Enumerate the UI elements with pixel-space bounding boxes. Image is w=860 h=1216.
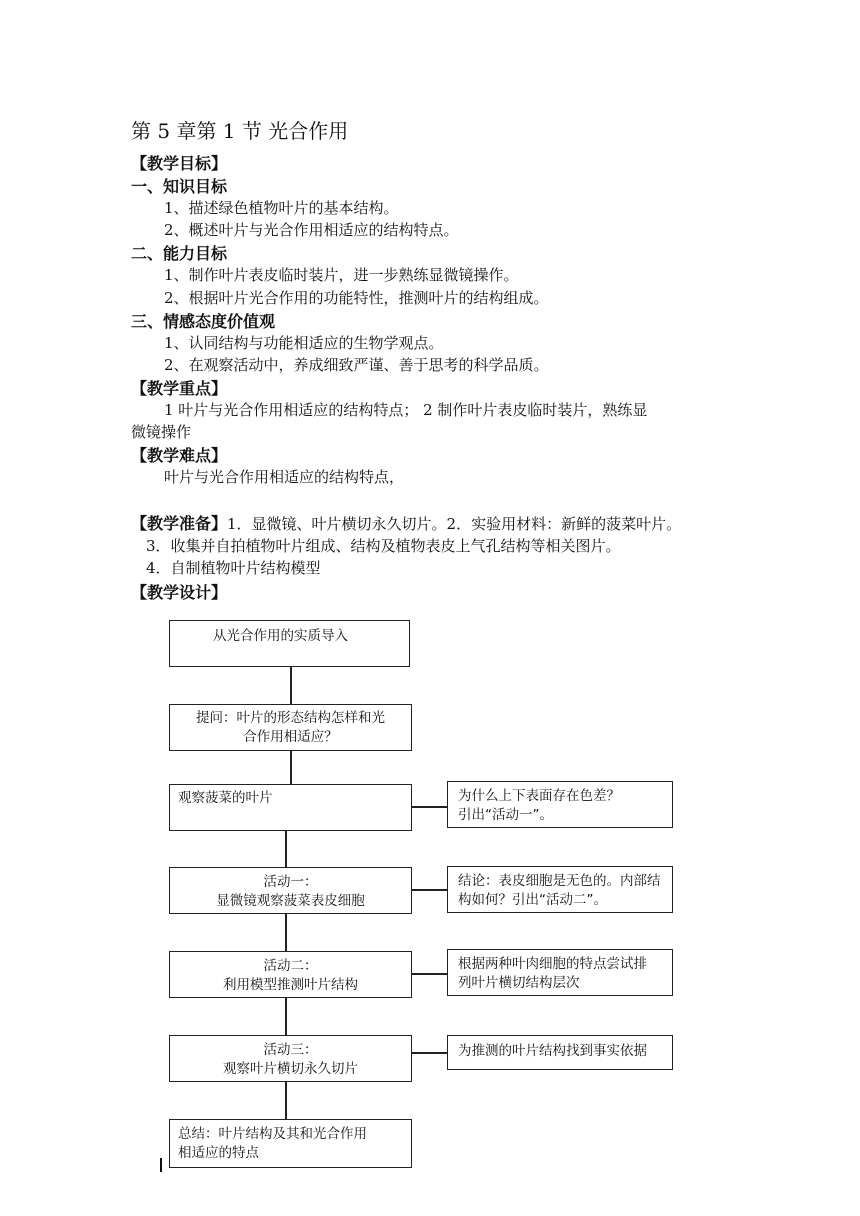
flow-note — [447, 1035, 673, 1070]
ability-item: 1、制作叶片表皮临时装片，进一步熟练显微镜操作。 — [164, 266, 519, 284]
flow-step-text: 从光合作用的实质导入 — [213, 628, 348, 644]
note-connector — [412, 973, 448, 975]
flow-connector — [290, 750, 292, 784]
flow-step-question — [169, 704, 412, 751]
key-points-line: 微镜操作 — [131, 423, 192, 441]
flow-step-text: 观察菠菜的叶片 — [178, 790, 273, 806]
flow-connector — [290, 666, 292, 704]
note-connector — [412, 889, 448, 891]
knowledge-item: 2、概述叶片与光合作用相适应的结构特点。 — [164, 221, 459, 239]
flow-connector — [285, 1081, 287, 1119]
flow-step-text: 相适应的特点 — [178, 1145, 259, 1161]
flow-note-text: 结论：表皮细胞是无色的。内部结 — [458, 873, 661, 889]
note-connector — [412, 806, 448, 808]
flow-note-text: 引出“活动一”。 — [458, 807, 553, 823]
goals-heading: 【教学目标】 — [131, 154, 228, 173]
flow-connector — [285, 830, 287, 868]
page-title: 第 5 章第 1 节 光合作用 — [131, 119, 349, 143]
text-cursor — [160, 1158, 162, 1172]
flow-step-activity-2 — [169, 951, 412, 998]
preparation-line: 4．自制植物叶片结构模型 — [146, 559, 321, 577]
preparation-line: 3．收集并自拍植物叶片组成、结构及植物表皮上气孔结构等相关图片。 — [146, 537, 621, 555]
flow-step-text: 观察叶片横切永久切片 — [223, 1061, 358, 1077]
key-points-heading: 【教学重点】 — [131, 379, 228, 398]
knowledge-heading: 一、知识目标 — [131, 177, 228, 196]
flow-step-activity-1 — [169, 867, 412, 914]
flow-note — [447, 949, 673, 996]
preparation-text: 1．显微镜、叶片横切永久切片。2．实验用材料：新鲜的菠菜叶片。 — [227, 515, 682, 533]
flow-note-text: 为推测的叶片结构找到事实依据 — [458, 1043, 647, 1059]
flow-step-text: 提问：叶片的形态结构怎样和光 — [196, 710, 385, 726]
preparation-line — [131, 511, 681, 534]
flow-step-observe — [169, 784, 412, 831]
flow-step-text: 显微镜观察菠菜表皮细胞 — [216, 893, 365, 909]
flow-step-text: 总结：叶片结构及其和光合作用 — [178, 1126, 367, 1142]
difficulty-heading: 【教学难点】 — [131, 446, 228, 465]
difficulty-text: 叶片与光合作用相适应的结构特点， — [164, 468, 405, 486]
ability-item: 2、根据叶片光合作用的功能特性，推测叶片的结构组成。 — [164, 289, 549, 307]
preparation-heading: 【教学准备】 — [131, 514, 228, 533]
design-heading: 【教学设计】 — [131, 583, 228, 602]
flow-step-text: 活动三： — [263, 1042, 318, 1058]
note-connector — [412, 1052, 448, 1054]
flow-connector — [285, 913, 287, 951]
flow-connector — [285, 997, 287, 1035]
emotion-item: 1、认同结构与功能相适应的生物学观点。 — [164, 334, 444, 352]
flow-note-text: 根据两种叶肉细胞的特点尝试排 — [458, 956, 647, 972]
flow-note-text: 为什么上下表面存在色差？ — [458, 788, 620, 804]
flow-step-activity-3 — [169, 1035, 412, 1082]
flow-note — [447, 866, 673, 913]
flow-note — [447, 781, 673, 828]
key-points-line: 1 叶片与光合作用相适应的结构特点； 2 制作叶片表皮临时装片，熟练显 — [164, 401, 648, 419]
flow-step-summary — [169, 1119, 412, 1168]
knowledge-item: 1、描述绿色植物叶片的基本结构。 — [164, 199, 399, 217]
flow-step-text: 活动二： — [263, 958, 318, 974]
flow-step-intro — [169, 620, 410, 667]
emotion-heading: 三、情感态度价值观 — [131, 312, 276, 331]
flow-step-text: 活动一： — [263, 874, 318, 890]
flow-step-text: 利用模型推测叶片结构 — [223, 977, 358, 993]
flow-note-text: 构如何？引出“活动二”。 — [458, 892, 607, 908]
flow-step-text: 合作用相适应？ — [243, 729, 338, 745]
ability-heading: 二、能力目标 — [131, 244, 228, 263]
flow-note-text: 列叶片横切结构层次 — [458, 975, 580, 991]
emotion-item: 2、在观察活动中，养成细致严谨、善于思考的科学品质。 — [164, 356, 549, 374]
